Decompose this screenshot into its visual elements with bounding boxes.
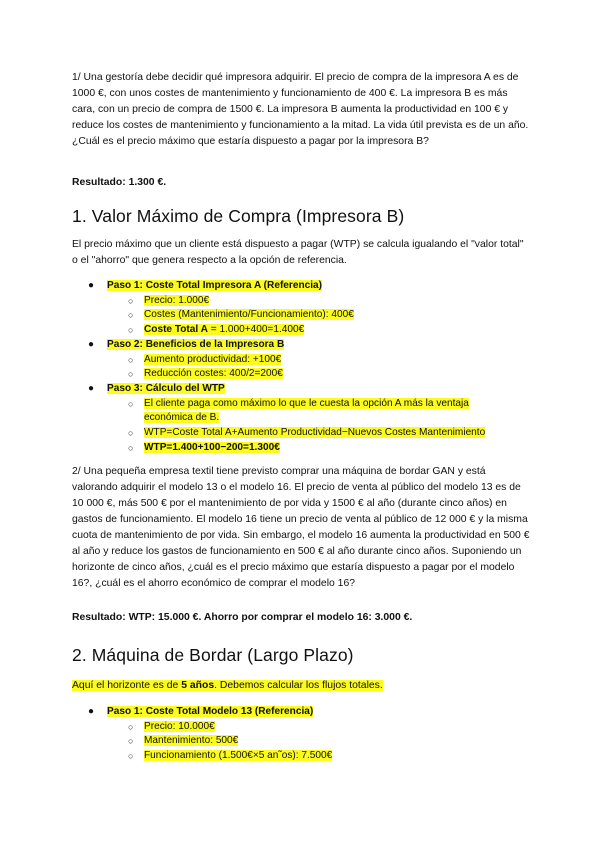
section-2-intro-post: . Debemos calcular los flujos totales. — [214, 680, 383, 691]
section-1-intro: El precio máximo que un cliente está dispuesto a pagar (WTP) se calcula igualando el "valor total" o el "ahorro" que genera respecto a la opción de referencia. — [72, 239, 524, 266]
section-1-steps — [72, 279, 542, 455]
list-item — [72, 734, 542, 749]
list-item — [72, 749, 542, 764]
list-item — [72, 323, 542, 338]
step-1-item — [72, 705, 542, 720]
section-2-intro-pre: Aquí el horizonte es de — [72, 680, 182, 691]
problem-2-result: Resultado: WTP: 15.000 €. Ahorro por comprar el modelo 16: 3.000 €. — [72, 612, 413, 623]
list-item-text: Funcionamiento (1.500€×5 an˜os): 7.500€ — [144, 750, 333, 762]
step-3-item — [72, 382, 542, 397]
list-item-bold: WTP=1.400+100−200=1.300€ — [144, 441, 280, 453]
step-1-label: Paso 1: Coste Total Impresora A (Referencia) — [107, 280, 323, 291]
list-item-bold: Coste Total A — [144, 324, 208, 336]
circle-bullet-icon: ○ — [128, 354, 134, 365]
list-item — [72, 426, 542, 441]
section-2-steps — [72, 705, 542, 764]
list-item — [72, 441, 542, 456]
bullet-icon: ● — [88, 280, 95, 291]
problem-2-text: 2/ Una pequeña empresa textil tiene previsto comprar una máquina de bordar GAN y está valorando adquirir el modelo 13 o el modelo 16. El precio de venta al público del modelo 13 es de 10 000 €, más 500 € por el mantenimiento de por vida y 1500 € al año (durante cinco años) en gastos de funcionamiento. El modelo 16 tiene un precio de venta al público de 12 000 € y la misma cuota de mantenimiento de por vida. Sin embargo, el modelo 16 aumenta la productividad en 500 € al año y reduce los gastos de funcionamiento en 500 € al año durante cinco años. Suponiendo un horizonte de cinco años, ¿cuál es el precio máximo que estaría dispuesto a pagar por el modelo 16?, ¿cuál es el ahorro económico de comprar el modelo 16? — [72, 466, 530, 589]
problem-1-result: Resultado: 1.300 €. — [72, 177, 167, 188]
list-item-text: Precio: 10.000€ — [144, 720, 215, 732]
section-1-heading: 1. Valor Máximo de Compra (Impresora B) — [72, 206, 405, 226]
circle-bullet-icon: ○ — [128, 325, 134, 336]
bullet-icon: ● — [88, 338, 95, 350]
list-item — [72, 294, 542, 309]
list-item-text: Precio: 1.000€ — [144, 294, 210, 306]
step-3-label: Paso 3: Cálculo del WTP — [107, 382, 225, 394]
circle-bullet-icon: ○ — [128, 442, 134, 453]
circle-bullet-icon: ○ — [128, 428, 134, 439]
step-1-item — [72, 279, 542, 294]
list-item — [72, 353, 542, 368]
circle-bullet-icon: ○ — [128, 398, 134, 409]
section-2-intro — [72, 678, 532, 694]
list-item-text-continued: económica de B. — [144, 412, 220, 424]
circle-bullet-icon: ○ — [128, 369, 134, 380]
list-item — [72, 720, 542, 735]
step-2-item — [72, 338, 542, 353]
circle-bullet-icon: ○ — [128, 295, 134, 306]
list-item — [72, 397, 542, 426]
list-item-text: Mantenimiento: 500€ — [144, 735, 239, 747]
step-2-label: Paso 2: Beneficios de la Impresora B — [107, 338, 285, 350]
circle-bullet-icon: ○ — [128, 736, 134, 747]
list-item-text: WTP=Coste Total A+Aumento Productividad−Nuevos Costes Mantenimiento — [144, 427, 486, 439]
list-item-text: Reducción costes: 400/2=200€ — [144, 368, 283, 380]
list-item — [72, 308, 542, 323]
problem-1-text: 1/ Una gestoría debe decidir qué impresora adquirir. El precio de compra de la impresora A es de 1000 €, con unos costes de mantenimiento y funcionamiento de 400 €. La impresora B es más cara, con un precio de compra de 1500 €. La impresora B aumenta la productividad en 100 € y reduce los costes de mantenimiento y funcionamiento a la mitad. La vida útil prevista es de un año. ¿Cuál es el precio máximo que estaría dispuesto a pagar por la impresora B? — [72, 72, 529, 147]
list-item-text: = 1.000+400=1.400€ — [207, 324, 305, 336]
step-1-label: Paso 1: Coste Total Modelo 13 (Referencia) — [107, 706, 314, 717]
bullet-icon: ● — [88, 706, 95, 717]
list-item-text: Costes (Mantenimiento/Funcionamiento): 400€ — [144, 309, 354, 321]
list-item — [72, 367, 542, 382]
list-item-text: El cliente paga como máximo lo que le cuesta la opción A más la ventaja — [144, 397, 469, 409]
circle-bullet-icon: ○ — [128, 310, 134, 321]
circle-bullet-icon: ○ — [128, 751, 134, 762]
bullet-icon: ● — [88, 382, 95, 394]
section-2-heading: 2. Máquina de Bordar (Largo Plazo) — [72, 645, 354, 665]
section-2-intro-bold: 5 años — [181, 680, 215, 691]
list-item-text: Aumento productividad: +100€ — [144, 353, 282, 365]
circle-bullet-icon: ○ — [128, 721, 134, 732]
